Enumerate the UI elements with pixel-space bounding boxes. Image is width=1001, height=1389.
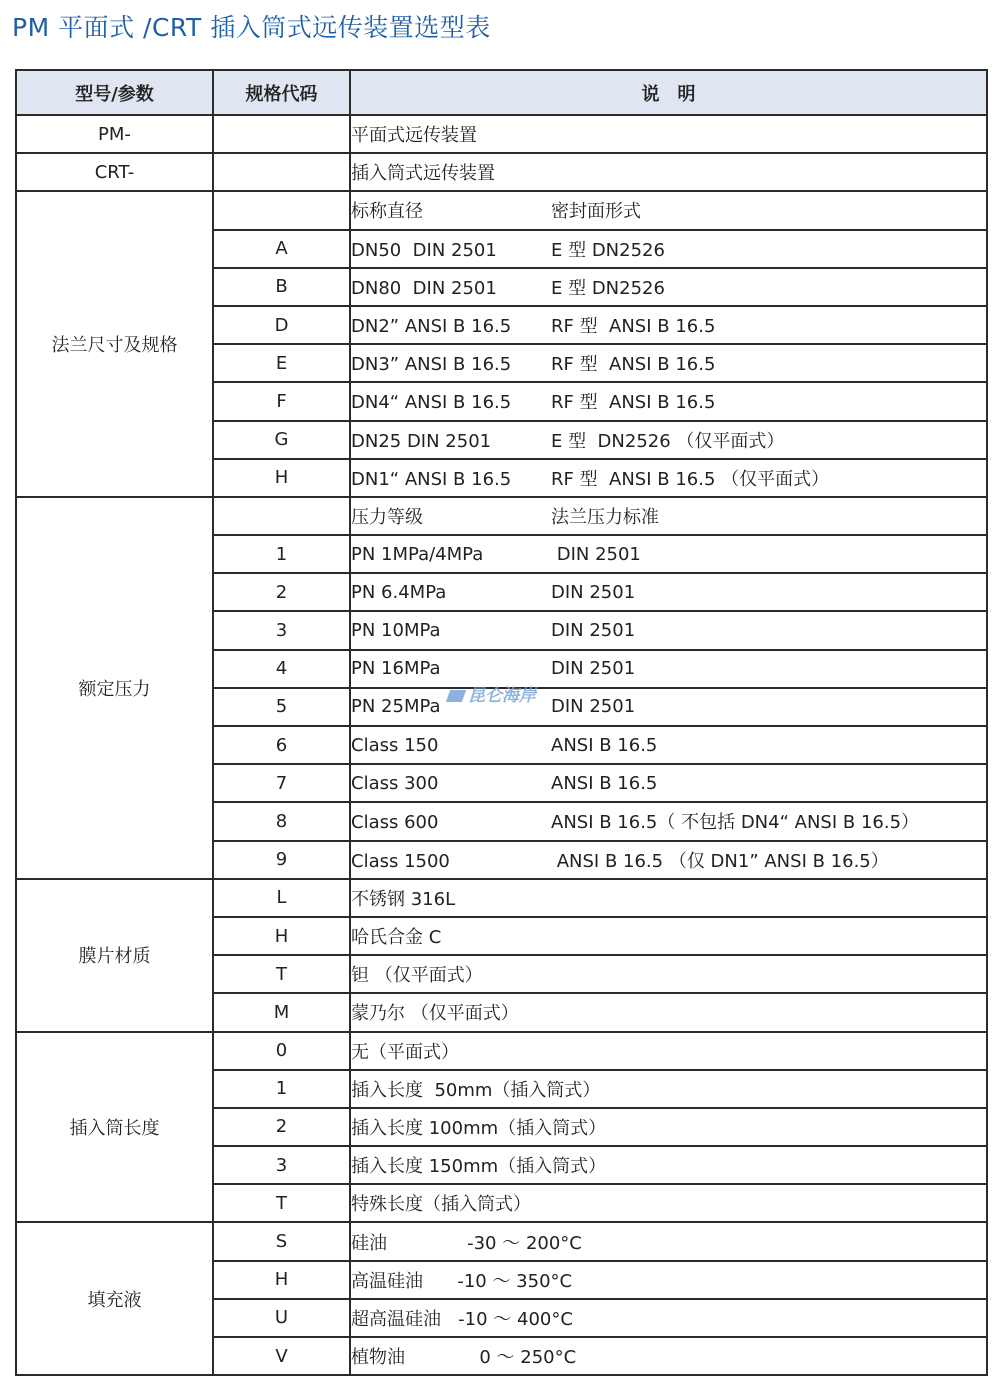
spec-code-cell: H [213,1261,350,1299]
description-cell [350,879,987,917]
description-primary: Class 1500 [351,850,450,872]
spec-code-cell: 1 [213,1070,350,1108]
model-cell: CRT- [16,153,213,191]
description-secondary: RF 型 ANSI B 16.5 （仅平面式） [551,468,830,490]
description-primary: PN 25MPa [351,696,441,718]
table-row [16,153,987,191]
description-secondary: E 型 DN2526 （仅平面式） [551,430,785,452]
description-cell [350,611,987,649]
description-primary: 硅油 -30 ～ 200°C [351,1232,582,1254]
description-secondary: 密封面形式 [551,201,641,223]
param-group-label: 额定压力 [16,497,213,879]
description-cell [350,497,987,535]
description-primary: PN 16MPa [351,658,441,680]
description-secondary: RF 型 ANSI B 16.5 [551,392,716,414]
spec-code-cell: G [213,421,350,459]
description-cell [350,955,987,993]
description-cell [350,1146,987,1184]
description-cell [350,1108,987,1146]
watermark-text: 昆仑海岸 [468,686,536,706]
spec-code-cell: T [213,1184,350,1222]
description-primary: 标称直径 [351,201,423,223]
param-group-label: 插入筒长度 [16,1032,213,1223]
description-secondary: DIN 2501 [551,581,636,603]
description-secondary: DIN 2501 [551,658,636,680]
description-cell [350,726,987,764]
description-secondary: DIN 2501 [551,696,636,718]
description-secondary: 法兰压力标准 [551,506,659,528]
param-group-label: 填充液 [16,1222,213,1375]
description-cell [350,802,987,840]
description-secondary: ANSI B 16.5（ 不包括 DN4“ ANSI B 16.5） [551,812,920,834]
description-secondary: E 型 DN2526 [551,277,665,299]
spec-code-cell: U [213,1299,350,1337]
description-primary: DN25 DIN 2501 [351,430,492,452]
table-row [16,191,987,229]
description-cell [350,764,987,802]
description-secondary: ANSI B 16.5 [551,772,658,794]
description-cell [350,1299,987,1337]
description-primary: 哈氏合金 C [351,927,442,949]
description-cell [350,688,987,726]
description-primary: PN 10MPa [351,620,441,642]
description-cell [350,1261,987,1299]
spec-code-cell: E [213,344,350,382]
description-primary: 不锈钢 316L [351,888,456,910]
header-spec-code: 规格代码 [213,70,350,115]
spec-code-cell [213,191,350,229]
spec-code-cell [213,497,350,535]
spec-code-cell: D [213,306,350,344]
spec-code-cell: T [213,955,350,993]
description-cell [350,841,987,879]
description-primary: DN4“ ANSI B 16.5 [351,392,512,414]
table-row [16,115,987,153]
description-primary: 钽 （仅平面式） [351,965,483,987]
model-cell: PM- [16,115,213,153]
description-primary: 压力等级 [351,506,423,528]
description-cell [350,650,987,688]
spec-code-cell: 2 [213,1108,350,1146]
table-row [16,497,987,535]
spec-code-cell: L [213,879,350,917]
description-primary: 蒙乃尔 （仅平面式） [351,1003,519,1025]
spec-code-cell: H [213,917,350,955]
logo-icon [446,690,466,702]
description-primary: PN 6.4MPa [351,581,447,603]
description-primary: Class 150 [351,734,439,756]
spec-code-cell: V [213,1337,350,1375]
description-primary: PN 1MPa/4MPa [351,543,484,565]
spec-code-cell: H [213,459,350,497]
description-primary: DN80 DIN 2501 [351,277,497,299]
param-group-label: 膜片材质 [16,879,213,1032]
spec-code-cell: 6 [213,726,350,764]
header-model-param: 型号/参数 [16,70,213,115]
spec-code-cell: 3 [213,611,350,649]
table-header-row [16,70,987,115]
description-cell [350,421,987,459]
description-primary: Class 300 [351,772,439,794]
description-primary: 特殊长度（插入筒式） [351,1194,531,1216]
description-cell [350,459,987,497]
description-cell [350,993,987,1031]
description-primary: 插入长度 100mm（插入筒式） [351,1117,607,1139]
spec-code-cell: B [213,268,350,306]
description-cell [350,573,987,611]
description-cell [350,1032,987,1070]
spec-code-cell: 5 [213,688,350,726]
description-primary: 插入筒式远传装置 [351,163,495,185]
description-primary: 高温硅油 -10 ～ 350°C [351,1270,573,1292]
description-primary: 插入长度 150mm（插入筒式） [351,1156,607,1178]
spec-code-cell [213,115,350,153]
description-cell [350,917,987,955]
spec-code-cell: 7 [213,764,350,802]
description-cell [350,1222,987,1260]
description-cell [350,268,987,306]
description-primary: DN3” ANSI B 16.5 [351,354,512,376]
description-secondary: DIN 2501 [551,543,641,565]
header-description: 说 明 [350,70,987,115]
description-cell [350,1184,987,1222]
description-cell [350,306,987,344]
description-primary: DN1“ ANSI B 16.5 [351,468,512,490]
description-secondary: RF 型 ANSI B 16.5 [551,354,716,376]
description-secondary: DIN 2501 [551,620,636,642]
description-cell [350,115,987,153]
description-primary: 插入长度 50mm（插入筒式） [351,1079,601,1101]
page-title: PM 平面式 /CRT 插入筒式远传装置选型表 [12,13,491,42]
description-secondary: ANSI B 16.5 [551,734,658,756]
spec-code-cell: A [213,230,350,268]
spec-code-cell: 4 [213,650,350,688]
watermark [448,681,536,706]
spec-code-cell: S [213,1222,350,1260]
description-primary: 无（平面式） [351,1041,459,1063]
spec-code-cell: M [213,993,350,1031]
description-primary: DN50 DIN 2501 [351,239,497,261]
table-row [16,1032,987,1070]
description-cell [350,230,987,268]
selection-table [15,69,988,1376]
spec-code-cell: 0 [213,1032,350,1070]
spec-code-cell: 1 [213,535,350,573]
description-cell [350,535,987,573]
spec-code-cell: F [213,382,350,420]
table-row [16,879,987,917]
spec-code-cell: 8 [213,802,350,840]
description-cell [350,344,987,382]
spec-code-cell: 2 [213,573,350,611]
spec-code-cell: 9 [213,841,350,879]
description-cell [350,1070,987,1108]
description-cell [350,382,987,420]
description-primary: DN2” ANSI B 16.5 [351,316,512,338]
table-body [16,115,987,1375]
description-cell [350,153,987,191]
description-secondary: ANSI B 16.5 （仅 DN1” ANSI B 16.5） [551,850,889,872]
table-row [16,1222,987,1260]
spec-code-cell [213,153,350,191]
param-group-label: 法兰尺寸及规格 [16,191,213,497]
description-cell [350,191,987,229]
description-primary: 平面式远传装置 [351,125,477,147]
description-secondary: RF 型 ANSI B 16.5 [551,316,716,338]
description-secondary: E 型 DN2526 [551,239,665,261]
description-primary: 植物油 0 ～ 250°C [351,1347,577,1369]
description-primary: Class 600 [351,812,439,834]
spec-code-cell: 3 [213,1146,350,1184]
description-primary: 超高温硅油 -10 ～ 400°C [351,1308,573,1330]
description-cell [350,1337,987,1375]
